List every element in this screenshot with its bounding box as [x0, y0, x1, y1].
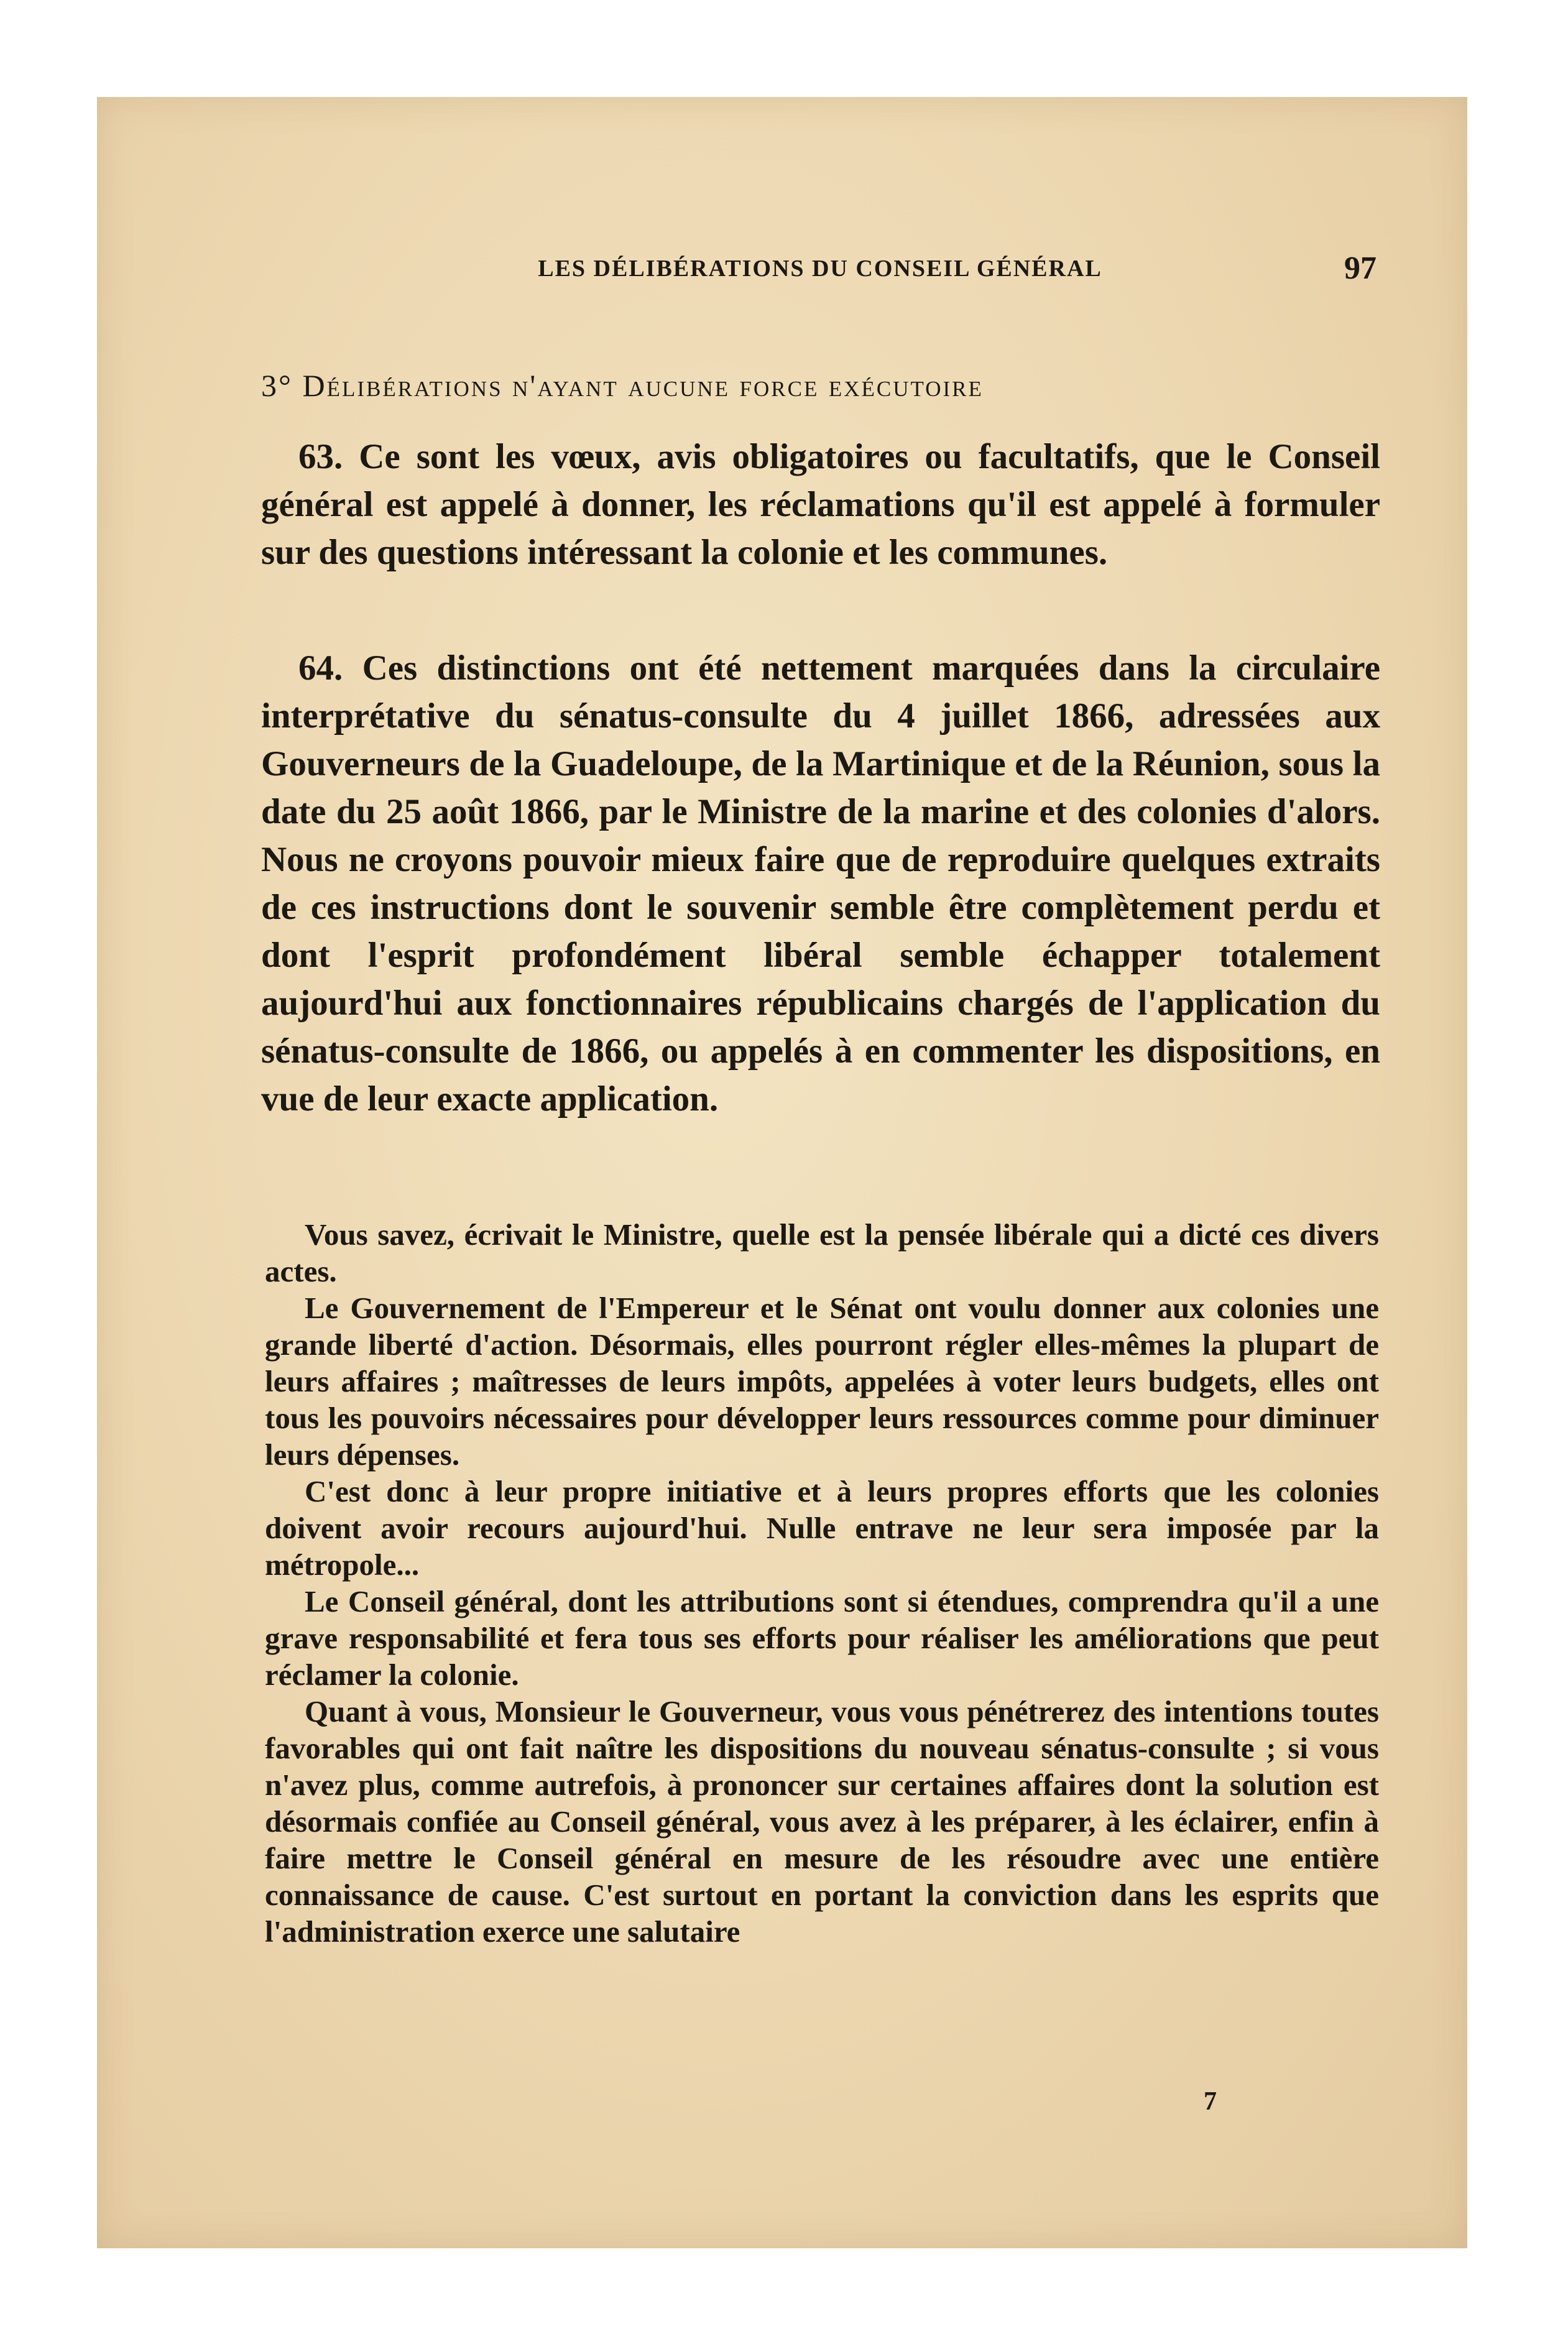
quote-paragraph: C'est donc à leur propre initiative et à leurs propres efforts que les colonies doivent avoir recours aujourd'hui. Nulle entrave ne leur sera imposée par la métropole...	[265, 1474, 1379, 1582]
quote-paragraph: Quant à vous, Monsieur le Gouverneur, vous vous pénétrerez des intentions toutes favorables qui ont fait naître les dispositions du nouveau sénatus-consulte ; si vous n'avez plus, comme autrefois, à prononcer sur certaines affaires dont la solution est désormais confiée au Conseil général, vous avez à les préparer, à les éclairer, enfin à faire mettre le Conseil général en mesure de les résoudre avec une entière connaissance de cause. C'est surtout en portant la conviction dans les esprits que l'administration exerce une salutaire	[265, 1694, 1379, 1949]
quote-paragraph: Vous savez, écrivait le Ministre, quelle est la pensée libérale qui a dicté ces divers actes.	[265, 1217, 1379, 1288]
book-page	[97, 97, 1467, 2248]
paragraph-text: 64. Ces distinctions ont été nettement marquées dans la circulaire interprétative du sénatus-consulte du 4 juillet 1866, adressées aux Gouverneurs de la Guadeloupe, de la Martinique et de la Réunion, sous la date du 25 août 1866, par le Ministre de la marine et des colonies d'alors. Nous ne croyons pouvoir mieux faire que de reproduire quelques extraits de ces instructions dont le souvenir semble être complètement perdu et dont l'esprit profondément libéral semble échapper totalement aujourd'hui aux fonctionnaires républicains chargés de l'application du sénatus-consulte de 1866, ou appelés à en commenter les dispositions, en vue de leur exacte application.	[261, 648, 1380, 1119]
section-heading: 3° Délibérations n'ayant aucune force exécutoire	[261, 368, 984, 403]
signature-mark: 7	[1204, 2087, 1217, 2116]
running-title: LES DÉLIBÉRATIONS DU CONSEIL GÉNÉRAL	[538, 256, 1102, 282]
paragraph-text: 63. Ce sont les vœux, avis obligatoires ou facultatifs, que le Conseil général est appelé à donner, les réclamations qu'il est appelé à formuler sur des questions intéressant la colonie et les communes.	[261, 437, 1380, 572]
running-header	[264, 251, 1377, 298]
quote-paragraph: Le Gouvernement de l'Empereur et le Sénat ont voulu donner aux colonies une grande liberté d'action. Désormais, elles pourront régler elles-mêmes la plupart de leurs affaires ; maîtresses de leurs impôts, appelées à voter leurs budgets, elles ont tous les pouvoirs nécessaires pour développer leurs ressources comme pour diminuer leurs dépenses.	[265, 1291, 1379, 1472]
quote-paragraph: Le Conseil général, dont les attributions sont si étendues, comprendra qu'il a une grave responsabilité et fera tous ses efforts pour réaliser les améliorations que peut réclamer la colonie.	[265, 1584, 1379, 1692]
page-number: 97	[1344, 251, 1377, 286]
quoted-circular	[265, 1216, 1379, 1950]
paragraph-64	[261, 644, 1380, 1123]
paragraph-63	[261, 433, 1380, 576]
